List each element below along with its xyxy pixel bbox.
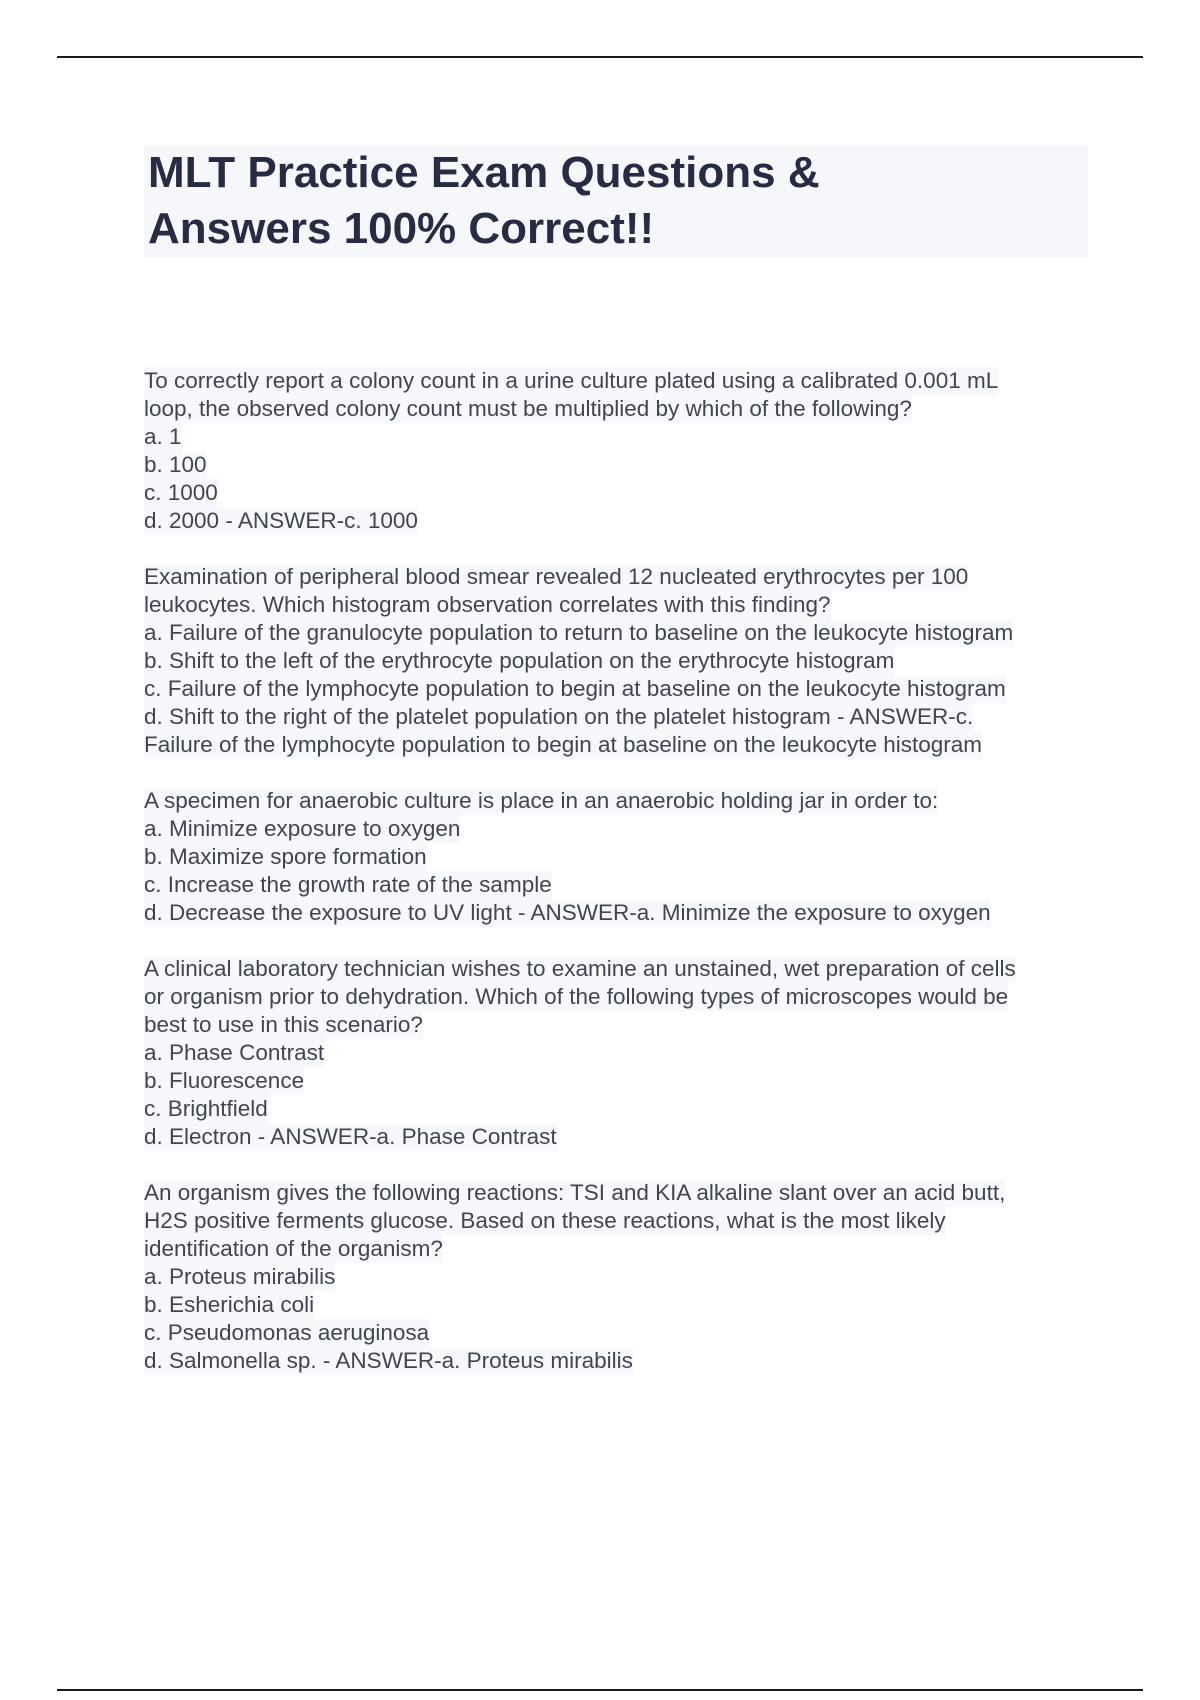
question-5-option-b: b. Esherichia coli [144,1292,315,1317]
question-3-option-b: b. Maximize spore formation [144,844,427,869]
question-2-line-2: leukocytes. Which histogram observation correlates with this finding? [144,592,831,617]
question-2-option-a: a. Failure of the granulocyte population to return to baseline on the leukocyte histogram [144,620,1014,645]
question-2-option-c: c. Failure of the lymphocyte population to begin at baseline on the leukocyte histogram [144,676,1006,701]
question-2-line-1: Examination of peripheral blood smear revealed 12 nucleated erythrocytes per 100 [144,564,969,589]
page-title: MLT Practice Exam Questions & Answers 100% Correct!! [148,148,820,253]
question-1-line-2: loop, the observed colony count must be multiplied by which of the following? [144,396,912,421]
question-3-option-c: c. Increase the growth rate of the sample [144,872,552,897]
question-block-3 [144,787,1084,927]
question-1-option-d-answer: d. 2000 - ANSWER-c. 1000 [144,508,418,533]
question-5-option-a: a. Proteus mirabilis [144,1264,336,1289]
question-3-option-d-answer: d. Decrease the exposure to UV light - ANSWER-a. Minimize the exposure to oxygen [144,900,991,925]
question-block-5 [144,1179,1084,1375]
question-4-option-a: a. Phase Contrast [144,1040,325,1065]
question-4-line-1: A clinical laboratory technician wishes to examine an unstained, wet preparation of cells [144,956,1016,981]
question-block-2 [144,563,1084,759]
question-5-option-d-answer: d. Salmonella sp. - ANSWER-a. Proteus mirabilis [144,1348,633,1373]
bottom-rule [57,1689,1143,1691]
question-3-line-1: A specimen for anaerobic culture is place in an anaerobic holding jar in order to: [144,788,939,813]
question-block-4 [144,955,1084,1151]
question-5-line-2: H2S positive ferments glucose. Based on these reactions, what is the most likely [144,1208,946,1233]
question-4-line-3: best to use in this scenario? [144,1012,423,1037]
question-3-option-a: a. Minimize exposure to oxygen [144,816,461,841]
question-1-option-b: b. 100 [144,452,207,477]
question-2-option-b: b. Shift to the left of the erythrocyte population on the erythrocyte histogram [144,648,895,673]
question-4-line-2: or organism prior to dehydration. Which of the following types of microscopes would be [144,984,1009,1009]
question-4-option-d-answer: d. Electron - ANSWER-a. Phase Contrast [144,1124,557,1149]
question-block-1 [144,367,1084,535]
question-5-line-3: identification of the organism? [144,1236,443,1261]
title-banner [144,145,1088,257]
question-1-option-c: c. 1000 [144,480,218,505]
question-2-answer-cont: Failure of the lymphocyte population to begin at baseline on the leukocyte histogram [144,732,983,757]
question-5-option-c: c. Pseudomonas aeruginosa [144,1320,430,1345]
question-1-option-a: a. 1 [144,424,182,449]
question-4-option-b: b. Fluorescence [144,1068,305,1093]
question-list [144,367,1084,1403]
question-1-line-1: To correctly report a colony count in a urine culture plated using a calibrated 0.001 mL [144,368,999,393]
question-4-option-c: c. Brightfield [144,1096,268,1121]
top-rule [57,56,1143,58]
question-2-option-d-answer: d. Shift to the right of the platelet population on the platelet histogram - ANSWER-c. [144,704,974,729]
question-5-line-1: An organism gives the following reactions: TSI and KIA alkaline slant over an acid butt, [144,1180,1006,1205]
